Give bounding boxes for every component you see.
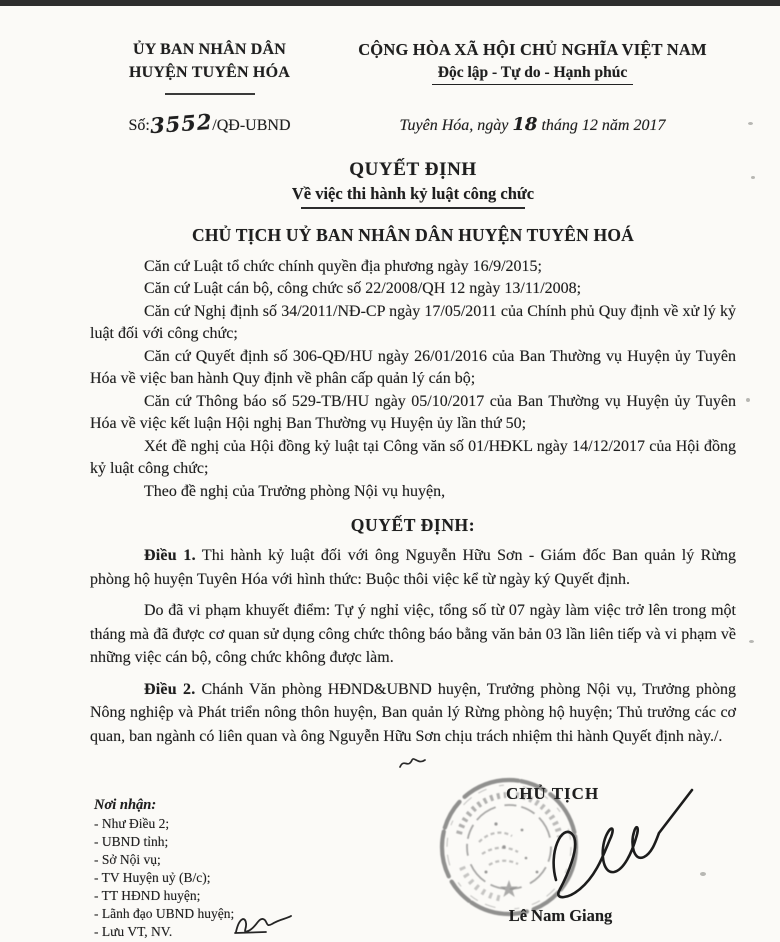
handwritten-mark-icon — [398, 754, 428, 772]
document-header — [90, 38, 736, 95]
document-subtitle: Về việc thi hành kỷ luật công chức — [291, 184, 535, 203]
article-1 — [90, 544, 736, 591]
recipient-item: - UBND tỉnh; — [94, 834, 169, 849]
preamble-paragraph: Căn cứ Nghị định số 34/2011/NĐ-CP ngày 17/05/2011 của Chính phủ Quy định về xử lý kỷ luật đối với công chức; — [90, 302, 736, 343]
article-2-label: Điều 2. — [144, 680, 196, 698]
issuer-underline — [165, 93, 255, 95]
recipients-block — [94, 796, 234, 941]
national-motto-block — [329, 38, 736, 95]
document-meta-row — [90, 108, 736, 139]
document-title: QUYẾT ĐỊNH — [349, 159, 477, 180]
decision-heading: QUYẾT ĐỊNH: — [350, 515, 476, 536]
violation-paragraph — [90, 599, 736, 670]
recipient-item: - Lưu VT, NV. — [94, 924, 173, 939]
issuer-line2: HUYỆN TUYÊN HÓA — [129, 64, 290, 81]
preamble-paragraph: Căn cứ Luật tổ chức chính quyền địa phương ngày 16/9/2015; — [144, 257, 542, 275]
preamble-paragraph: Theo đề nghị của Trưởng phòng Nội vụ huyện, — [144, 482, 446, 500]
document-number — [90, 108, 329, 139]
preamble-paragraph: Căn cứ Thông báo số 529-TB/HU ngày 05/10/2017 của Ban Thường vụ Huyện ủy Tuyên Hóa về việc kết luận Hội nghị Ban Thường vụ Huyện ủy lần thứ 50; — [90, 392, 736, 433]
article-1-label: Điều 1. — [144, 547, 196, 565]
article-1-text: Thi hành kỷ luật đối với ông Nguyễn Hữu Sơn - Giám đốc Ban quản lý Rừng phòng hộ huyện Tuyên Hóa với hình thức: Buộc thôi việc kể từ ngày ký Quyết định. — [90, 547, 736, 588]
scan-speck — [748, 122, 753, 125]
issuing-authority-block — [90, 38, 329, 95]
number-handwritten: 3552 — [149, 108, 214, 139]
scan-speck — [746, 398, 750, 402]
recipients-label: Nơi nhận: — [94, 797, 157, 813]
date-day-handwritten: 18 — [512, 114, 538, 135]
clerk-signature-icon — [232, 910, 294, 936]
recipient-item: - Như Điều 2; — [94, 816, 170, 831]
document-date — [329, 114, 736, 135]
preamble — [90, 256, 736, 504]
article-2 — [90, 678, 736, 749]
recipient-item: - Lãnh đạo UBND huyện; — [94, 906, 235, 921]
recipient-item: - TV Huyện uỷ (B/c); — [94, 870, 211, 885]
scan-artifact-top-bar — [0, 0, 780, 6]
national-motto: Độc lập - Tự do - Hạnh phúc — [432, 64, 633, 85]
signer-name: Lê Nam Giang — [508, 906, 613, 925]
preamble-paragraph: Căn cứ Quyết định số 306-QĐ/HU ngày 26/01/2016 của Ban Thường vụ Huyện ủy Tuyên Hóa về việc ban hành Quy định về phân cấp quản lý cán bộ; — [90, 347, 736, 388]
national-name: CỘNG HÒA XÃ HỘI CHỦ NGHĨA VIỆT NAM — [358, 40, 707, 59]
scan-speck — [749, 640, 754, 643]
scan-speck — [751, 176, 755, 179]
preamble-paragraph: Căn cứ Luật cán bộ, công chức số 22/2008/QH 12 ngày 13/11/2008; — [144, 280, 582, 298]
scan-speck — [700, 872, 706, 876]
date-part2: tháng 12 năm 2017 — [537, 117, 666, 134]
number-suffix: /QĐ-UBND — [212, 117, 291, 134]
issuer-line1: ỦY BAN NHÂN DÂN — [132, 41, 287, 58]
signer-title: CHỦ TỊCH — [506, 784, 600, 803]
number-prefix: Số: — [128, 117, 150, 134]
recipient-item: - Sở Nội vụ; — [94, 852, 161, 867]
preamble-paragraph: Xét đề nghị của Hội đồng kỷ luật tại Công văn số 01/HĐKL ngày 14/12/2017 của Hội đồng kỷ luật công chức; — [90, 437, 736, 478]
recipient-item: - TT HĐND huyện; — [94, 888, 201, 903]
deciding-authority: CHỦ TỊCH UỶ BAN NHÂN DÂN HUYỆN TUYÊN HOÁ — [192, 224, 634, 245]
subtitle-underline — [301, 207, 525, 209]
document-content — [90, 38, 736, 748]
date-part1: Tuyên Hóa, ngày — [399, 117, 513, 134]
article-2-text: Chánh Văn phòng HĐND&UBND huyện, Trưởng phòng Nội vụ, Trưởng phòng Nông nghiệp và Phát triển nông thôn huyện, Ban quản lý Rừng phòng hộ huyện; Thủ trưởng các cơ quan, ban ngành có liên quan và ông Nguyễn Hữu Sơn chịu trách nhiệm thi hành Quyết định này./. — [90, 680, 736, 745]
violation-text: Do đã vi phạm khuyết điểm: Tự ý nghỉ việc, tổng số từ 07 ngày làm việc trở lên trong một tháng mà đã được cơ quan sử dụng công chức thông báo bằng văn bản 03 lần liên tiếp và vi phạm về những việc cán bộ, công chức không được làm. — [90, 602, 736, 667]
